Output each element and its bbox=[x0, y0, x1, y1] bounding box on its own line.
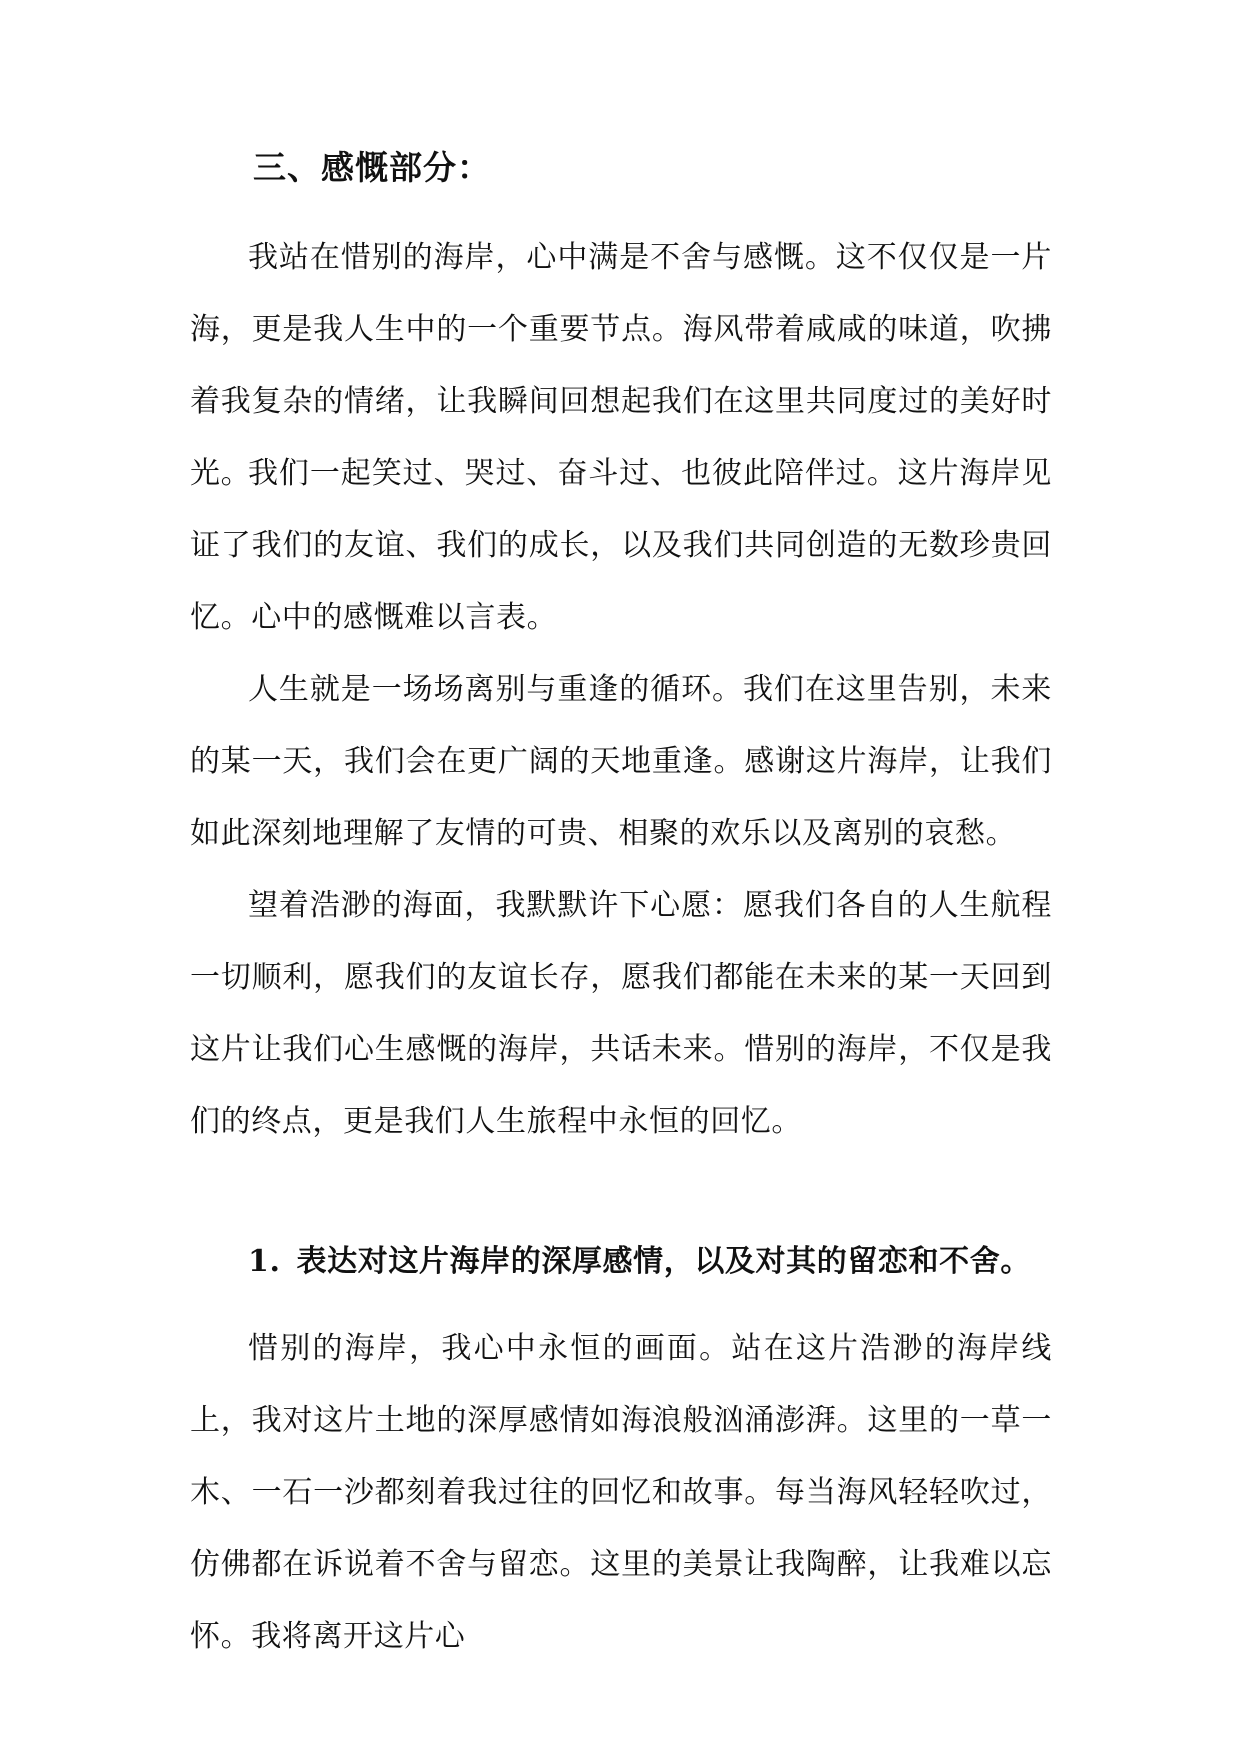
paragraph-3: 人生就是一场场离别与重逢的循环。我们在这里告别，未来的某一天，我们会在更广阔的天地重逢。感谢这片海岸，让我们如此深刻地理解了友情的可贵、相聚的欢乐以及离别的哀愁。 bbox=[190, 672, 1052, 851]
paragraph-2: 我们一起笑过、哭过、奋斗过、也彼此陪伴过。这片海岸见证了我们的友谊、我们的成长，以及我们共同创造的无数珍贵回忆。心中的感慨难以言表。 bbox=[190, 456, 1052, 635]
list-number: 1. bbox=[248, 1244, 281, 1279]
paragraph-4: 望着浩渺的海面，我默默许下心愿：愿我们各自的人生航程一切顺利，愿我们的友谊长存，愿我们都能在未来的某一天回到这片让我们心生感慨的海岸，共话未来。惜别的海岸，不仅是我们的终点，更是我们人生旅程中永恒的回忆。 bbox=[190, 888, 1052, 1139]
list-subheading-text: 表达对这片海岸的深厚感情，以及对其的留恋和不舍。 bbox=[296, 1244, 1031, 1279]
section-heading: 三、感慨部分： bbox=[253, 148, 491, 187]
paragraph-1: 我站在惜别的海岸，心中满是不舍与感慨。这不仅仅是一片海，更是我人生中的一个重要节点。海风带着咸咸的味道，吹拂着我复杂的情绪，让我瞬间回想起我们在这里共同度过的美好时光。 bbox=[190, 240, 1052, 491]
list-subheading bbox=[248, 1242, 1031, 1282]
paragraph-5: 惜别的海岸，我心中永恒的画面。站在这片浩渺的海岸线上，我对这片土地的深厚感情如海浪般汹涌澎湃。这里的一草一木、一石一沙都刻着我过往的回忆和故事。每当海风轻轻吹过，仿佛都在诉说着不舍与留恋。这里的美景让我陶醉，让我难以忘怀。我将离开这片心 bbox=[190, 1331, 1052, 1654]
